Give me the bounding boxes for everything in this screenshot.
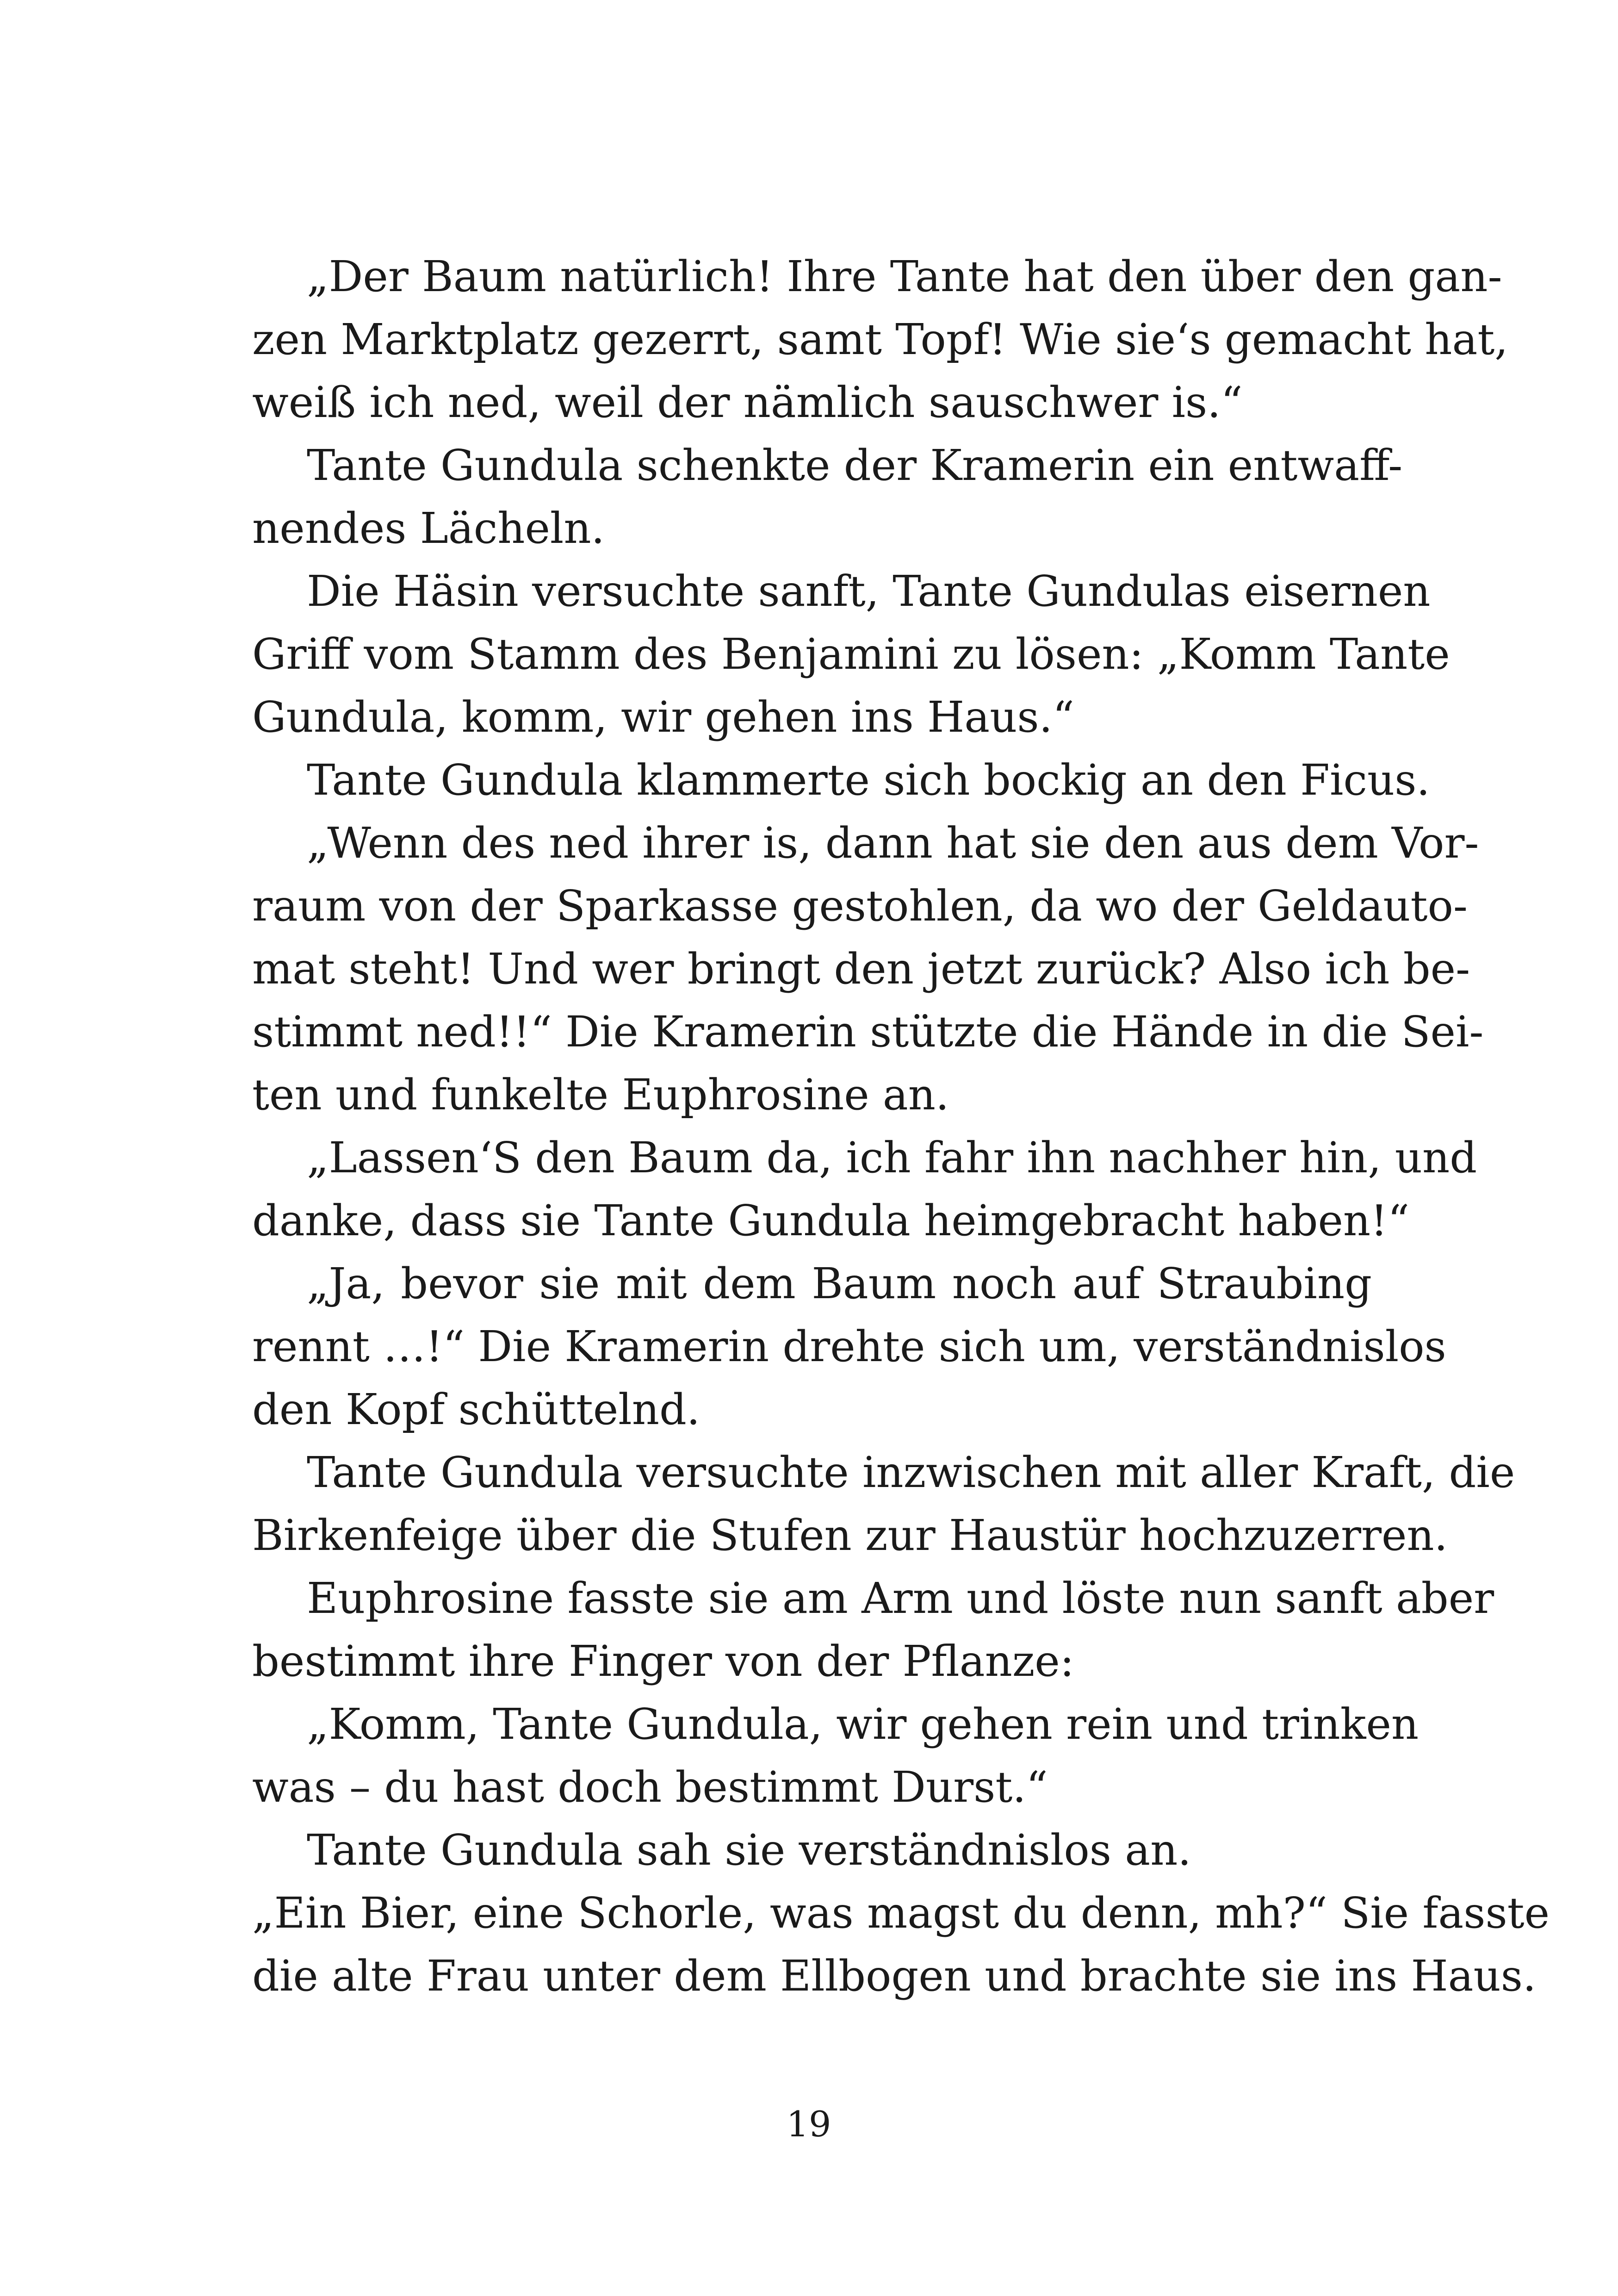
text-line: Birkenfeige über die Stufen zur Haustür hochzuzerren. [252,1511,1448,1560]
text-line: stimmt ned!!“ Die Kramerin stützte die Hände in die Sei- [252,1007,1484,1057]
text-line: bestimmt ihre Finger von der Pflanze: [252,1636,1074,1686]
text-line: Tante Gundula versuchte inzwischen mit aller Kraft, die [307,1448,1515,1497]
text-line: „Komm, Tante Gundula, wir gehen rein und trinken [307,1699,1419,1749]
text-line: Tante Gundula schenkte der Kramerin ein entwaff- [307,441,1403,490]
text-line: Tante Gundula klammerte sich bockig an den Ficus. [307,755,1430,805]
text-line: nendes Lächeln. [252,504,605,553]
text-line: „Lassen‘S den Baum da, ich fahr ihn nachher hin, und [307,1133,1477,1182]
text-line: mat steht! Und wer bringt den jetzt zurück? Also ich be- [252,944,1470,994]
text-line: Euphrosine fasste sie am Arm und löste nun sanft aber [307,1574,1494,1623]
text-line: Griff vom Stamm des Benjamini zu lösen: „Komm Tante [252,629,1450,679]
text-line: was – du hast doch bestimmt Durst.“ [252,1762,1048,1812]
text-line: Tante Gundula sah sie verständnislos an. [307,1825,1191,1875]
text-line: ten und funkelte Euphrosine an. [252,1070,949,1120]
text-line: Die Häsin versuchte sanft, Tante Gundulas eisernen [307,566,1431,616]
text-line: die alte Frau unter dem Ellbogen und brachte sie ins Haus. [252,1951,1537,2001]
text-line: danke, dass sie Tante Gundula heimgebracht haben!“ [252,1196,1410,1245]
text-line: rennt …!“ Die Kramerin drehte sich um, verständnislos [252,1322,1446,1371]
text-line: den Kopf schüttelnd. [252,1385,701,1434]
text-line: zen Marktplatz gezerrt, samt Topf! Wie sie‘s gemacht hat, [252,315,1508,364]
text-line: „Ja, bevor sie mit dem Baum noch auf Straubing [307,1259,1372,1308]
text-line: „Wenn des ned ihrer is, dann hat sie den aus dem Vor- [307,818,1479,868]
text-line: „Der Baum natürlich! Ihre Tante hat den über den gan- [307,252,1502,301]
text-line: weiß ich ned, weil der nämlich sauschwer is.“ [252,378,1243,427]
text-line: Gundula, komm, wir gehen ins Haus.“ [252,692,1074,742]
text-line: „Ein Bier, eine Schorle, was magst du denn, mh?“ Sie fasste [252,1888,1550,1938]
page-number: 19 [786,2103,831,2145]
text-line: raum von der Sparkasse gestohlen, da wo der Geldauto- [252,881,1468,931]
